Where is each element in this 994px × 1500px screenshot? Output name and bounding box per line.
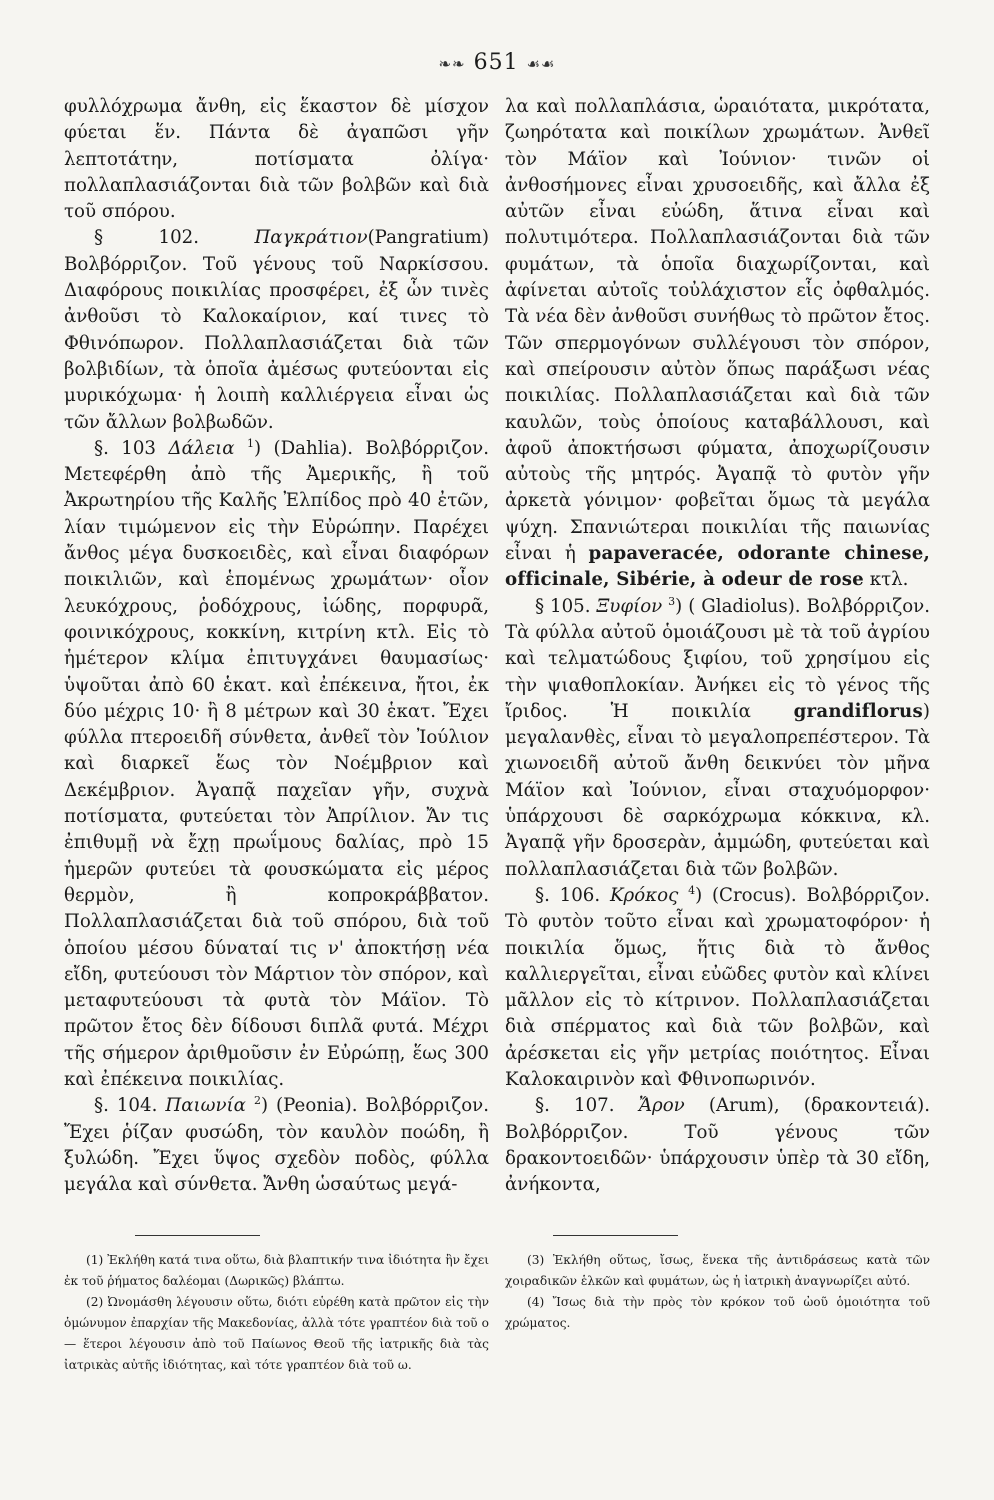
section-text: Βολβόρριζον. Ἔχει ῥίζαν φυσώδη, τὸν καυλὸν ποώδη, ἢ ξυλώδη. Ἔχει ὕψος σχεδὸν ποδὸς, φύλλα μεγάλα καὶ σύνθετα. Ἄνθη ὡσαύτως μεγά- — [64, 1095, 489, 1196]
section-text: Βολβόρριζον. Τοῦ γένους τοῦ Ναρκίσσου. Διαφόρους ποικιλίας προσφέρει, ἐξ ὧν τινὲς ἀνθοῦσι τὸ Καλοκαίριον, καί τινες τὸ Φθινόπωρον. Πολλαπλασιάζεται διὰ τῶν βολβιδίων, τὰ ὁποῖα ἀμέσως φυτεύονται εἰς μυρικόχωμα· ἡ λοιπὴ καλλιέργεια εἶναι ὡς τῶν ἄλλων βολβωδῶν. — [64, 253, 489, 433]
footnote-divider-left — [135, 1235, 260, 1236]
paragraph-text: λα καὶ πολλαπλάσια, ὡραιότατα, μικρότατα, ζωηρότατα καὶ ποικίλων χρωμάτων. Ἀνθεῖ τὸν Μάϊον καὶ Ἰούνιον· τινῶν οἱ ἀνθοσήμονες εἶναι χρυσοειδῆς, καὶ ἄλλα ἐξ αὐτῶν εἶναι εὐώδη, ἅτινα εἶναι καὶ πολυτιμότερα. Πολλαπλασιάζονται διὰ τῶν φυμάτων, τὰ ὁποῖα διαχωρίζονται, καὶ ἀφίνεται αὐτοῖς τοὐλάχιστον εἷς ὀφθαλμός. Τὰ νέα δὲν ἀνθοῦσι συνήθως τὸ πρῶτον ἔτος. Τῶν σπερμογόνων συλλέγουσι τὸν σπόρον, καὶ σπείρουσιν αὐτὸν ὅπως παράξωσι νέας ποικιλίας. Πολλαπλασιάζεται καὶ διὰ τῶν καυλῶν, τοὺς ὁποίους καταβάλλουσι, καὶ ἀφοῦ ἀποκτήσωσι φύματα, ἀποχωρίζουσιν αὐτοὺς τῆς μητρός. Ἀγαπᾷ τὸ φυτὸν γῆν ἀρκετὰ γόνιμον· φοβεῖται ὅμως τὰ μεγάλα ψύχη. Σπανιώτεραι ποικιλίαι τῆς παιωνίας εἶναι ἡ — [505, 96, 930, 565]
page-header — [0, 50, 994, 75]
section-number: §. 103 — [94, 437, 157, 459]
section-106 — [505, 883, 930, 1093]
section-105 — [505, 594, 930, 883]
section-103 — [64, 436, 489, 1093]
ornament-left: ❧❧ — [438, 55, 466, 73]
section-text-2: ) μεγαλανθὲς, εἶναι τὸ μεγαλοπρεπέστερον. Τὰ χιωνοειδῆ αὐτοῦ ἄνθη δεικνύει τὸν μῆνα Μάϊον καὶ Ἰούνιον, εἶναι σταχυόμορφον· ὑπάρχουσι δὲ σαρκόχρωμα κόκκινα, κλ. Ἀγαπᾷ γῆν δροσερὰν, ἀμμώδη, φυτεύεται καὶ πολλαπλασιάζεται διὰ τῶν βολβῶν. — [505, 700, 930, 880]
footnote-ref: 4 — [688, 883, 696, 897]
footnote-ref: 2 — [253, 1094, 261, 1108]
section-latin-name: ) (Dahlia). — [253, 437, 354, 459]
section-text: Βολβόρριζον. Τὰ φύλλα αὐτοῦ ὁμοιάζουσι μὲ τὰ τοῦ ἀγρίου καὶ τελματώδους ξιφίου, τοῦ χρησίμου εἰς τὴν ψιαθοπλοκίαν. Ἀνήκει εἰς τὸ γένος τῆς ἴριδος. Ἡ ποικιλία — [505, 595, 930, 722]
footnote-3: (3) Ἐκλήθη οὕτως, ἴσως, ἕνεκα τῆς ἀντιδράσεως κατὰ τῶν χοιραδικῶν ἑλκῶν καὶ φυμάτων, ὡς ἡ ἰατρικὴ ἀναγνωρίζει αὐτό. — [505, 1253, 930, 1288]
paragraph-continuation — [505, 94, 930, 594]
section-title: Κρόκος — [609, 884, 679, 906]
footnote-4: (4) Ἴσως διὰ τὴν πρὸς τὸν κρόκον τοῦ ὠοῦ ὁμοιότητα τοῦ χρώματος. — [505, 1295, 930, 1330]
section-number: § 102. — [94, 227, 200, 249]
paragraph-end: κτλ. — [869, 569, 909, 591]
footnote-1: (1) Ἐκλήθη κατά τινα οὕτω, διὰ βλαπτικήν τινα ἰδιότητα ἣν ἔχει ἐκ τοῦ ῥήματος δαλέομαι (Δωρικῶς) βλάπτω. — [64, 1253, 489, 1288]
variety-latin: grandiflorus — [793, 700, 923, 722]
section-latin-name: (Arum), (δρακοντειά). — [708, 1095, 930, 1117]
section-latin-name: ) (Crocus). — [695, 884, 797, 906]
footnotes-right — [505, 1250, 930, 1334]
section-number: §. 104. — [94, 1095, 158, 1117]
section-text: Βολβόρριζον. Τὸ φυτὸν τοῦτο εἶναι καὶ χρωματοφόρον· ἡ ποικιλία ὅμως, ἥτις διὰ τὸ ἄνθος καλλιεργεῖται, εἶναι εὐῶδες φυτὸν καὶ κλίνει μᾶλλον εἰς τὸ κίτρινον. Πολλαπλασιάζεται διὰ σπέρματος καὶ διὰ τῶν βολβῶν, καὶ ἀρέσκεται εἰς γῆν μετρίας ποιότητος. Εἶναι Καλοκαιρινὸν καὶ Φθινοπωρινόν. — [505, 884, 930, 1090]
section-latin-name: ) (Peonia). — [260, 1095, 358, 1117]
section-104 — [64, 1093, 489, 1198]
section-latin-name: ) ( Gladiolus). — [675, 595, 801, 617]
section-number: §. 106. — [535, 884, 601, 906]
footnote-divider-right — [553, 1235, 678, 1236]
section-title: Παιωνία — [165, 1095, 246, 1117]
right-column — [505, 94, 930, 1198]
section-107 — [505, 1093, 930, 1198]
section-text: Βολβόρριζον. Μετεφέρθη ἀπὸ τῆς Ἀμερικῆς, ἢ τοῦ Ἀκρωτηρίου τῆς Καλῆς Ἐλπίδος πρὸ 40 ἐτῶν, λίαν τιμώμενον εἰς τὴν Εὐρώπην. Παρέχει ἄνθος μέγα δυσκοειδὲς, καὶ εἶναι διαφόρων ποικιλιῶν, καὶ ἑπομένως χρωμάτων· οἷον λευκόχρους, ῥοδόχρους, ἰώδης, πορφυρᾶ, φοινικόχρους, κοκκίνη, κιτρίνη κτλ. Εἰς τὸ ἡμέτερον κλίμα ἐπιτυγχάνει θαυμασίως· ὑψοῦται ἀπὸ 60 ἑκατ. καὶ ἐπέκεινα, ἤτοι, ἐκ δύο μέχρις 10· ἢ 8 μέτρων καὶ 30 ἑκατ. Ἔχει φύλλα πτεροειδῆ σύνθετα, ἀνθεῖ τὸν Ἰούλιον καὶ διαρκεῖ ἕως τὸν Νοέμβριον καὶ Δεκέμβριον. Ἀγαπᾷ παχεῖαν γῆν, συχνὰ ποτίσματα, φυτεύεται τὸν Ἀπρίλιον. Ἄν τις ἐπιθυμῇ νὰ ἔχῃ πρωΐμους δαλίας, πρὸ 15 ἡμερῶν φυτεύει τὰ φουσκώματα εἰς μέρος θερμὸν, ἢ κοπροκράββατον. Πολλαπλασιάζεται διὰ τοῦ σπόρου, διὰ τοῦ ὁποίου μέσου δύναταί τις ν' ἀποκτήσῃ νέα εἴδη, φυτεύουσι τὸν Μάρτιον τὸν σπόρον, καὶ μεταφυτεύουσι τὰ φυτὰ τὸν Μάϊον. Τὸ πρῶτον ἔτος δὲν δίδουσι διπλᾶ φυτά. Μέχρι τῆς σήμερον ἀριθμοῦσιν ἐν Εὐρώπῃ, ἕως 300 καὶ ἐπέκεινα ποικιλίας. — [64, 437, 489, 1090]
section-text: Βολβόρριζον. Τοῦ γένους τῶν δρακοντοειδῶν· ὑπάρχουσιν ὑπὲρ τὰ 30 εἴδη, ἀνήκοντα, — [505, 1121, 930, 1196]
footnote-ref: 1 — [246, 436, 254, 450]
left-column — [64, 94, 489, 1198]
section-title: Παγκράτιον — [254, 227, 368, 249]
section-number: § 105. — [535, 595, 591, 617]
variety-names: papaveracée, odorante chinese, officinale, Sibérie, à odeur de rose — [505, 543, 930, 591]
section-title: Ξυφίον — [596, 595, 663, 617]
ornament-right: ☙☙ — [526, 55, 556, 73]
section-title: Δάλεια — [168, 437, 235, 459]
paragraph-continuation: φυλλόχρωμα ἄνθη, εἰς ἕκαστον δὲ μίσχον φύεται ἕν. Πάντα δὲ ἀγαπῶσι γῆν λεπτοτάτην, ποτίσματα ὀλίγα· πολλαπλασιάζονται διὰ τῶν βολβῶν καὶ διὰ τοῦ σπόρου. — [64, 96, 489, 223]
page-number: 651 — [473, 50, 519, 75]
footnote-2: (2) Ὠνομάσθη λέγουσιν οὕτω, διότι εὑρέθη κατὰ πρῶτον εἰς τὴν ὁμώνυμον ἐπαρχίαν τῆς Μακεδονίας, ἀλλὰ τότε γραπτέον διὰ τοῦ ο — ἕτεροι λέγουσιν ἀπὸ τοῦ Παίωνος Θεοῦ τῆς ἰατρικῆς διὰ τὰς ἰατρικὰς αὐτῆς ἰδιότητας, καὶ τότε γραπτέον διὰ τοῦ ω. — [64, 1295, 489, 1372]
footnote-ref: 3 — [668, 594, 676, 608]
section-latin-name: (Pangratium) — [367, 227, 489, 249]
section-number: §. 107. — [535, 1095, 615, 1117]
section-title: Ἄρον — [638, 1095, 685, 1117]
footnotes-left — [64, 1250, 489, 1376]
section-102 — [64, 225, 489, 435]
